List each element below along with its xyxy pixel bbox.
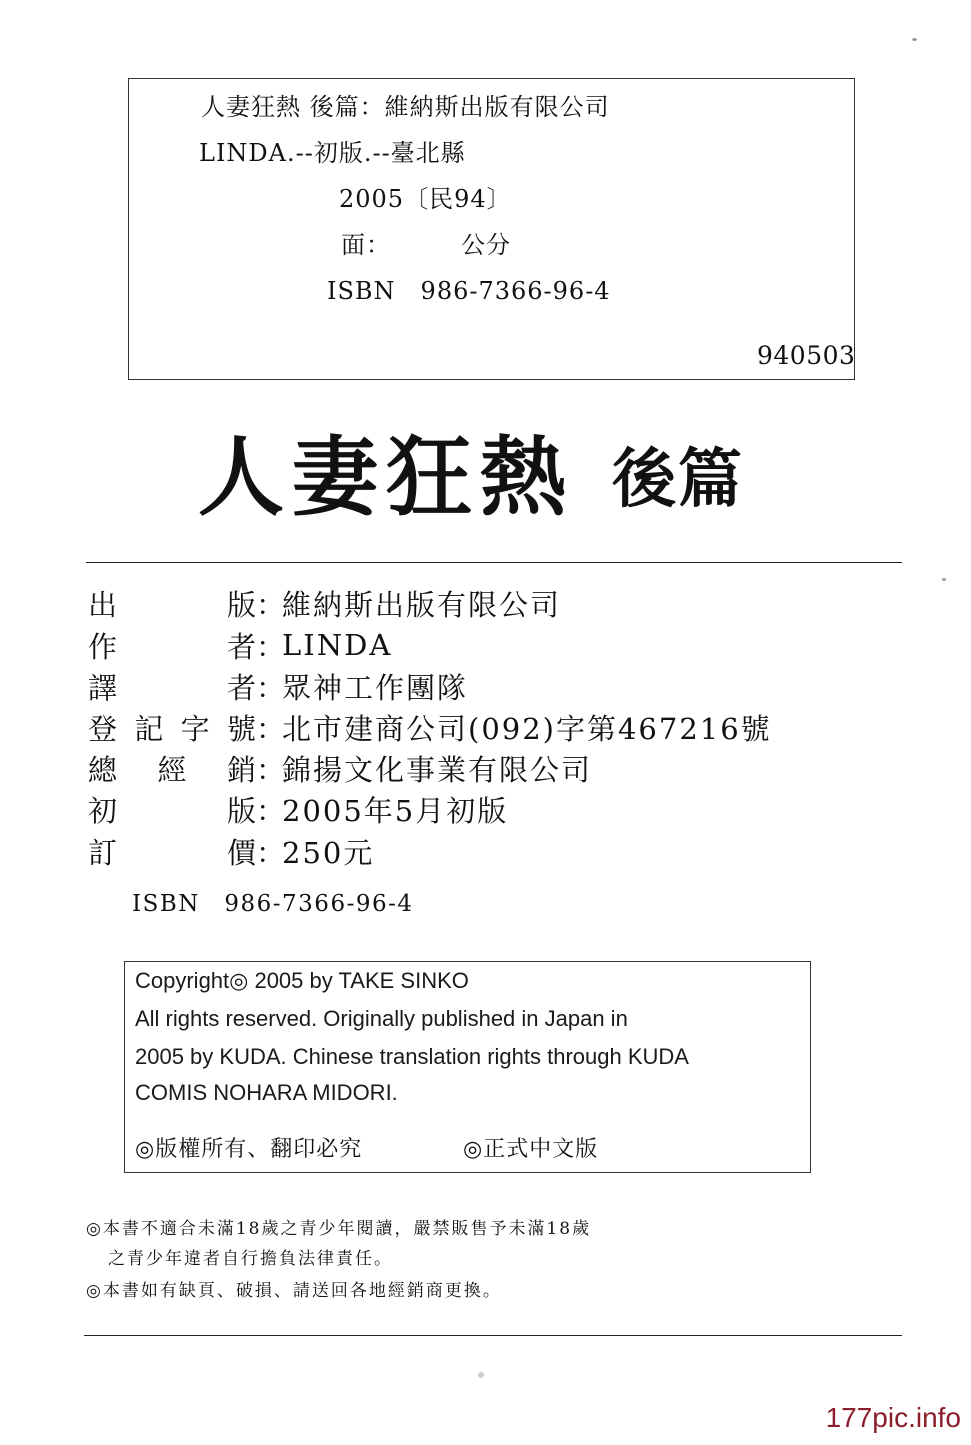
colophon-label: 登 記 字 號 xyxy=(88,711,256,746)
colophon-value: 維納斯出版有限公司 xyxy=(282,587,562,622)
copyright-line-2: All rights reserved. Originally published in Japan in xyxy=(135,1006,628,1031)
colophon-value: LINDA xyxy=(282,628,393,662)
colophon-row xyxy=(88,626,392,664)
cip-code: 940503 xyxy=(757,341,856,370)
colophon-colon: ： xyxy=(256,793,286,828)
book-title: 人妻狂熱 xyxy=(198,427,574,528)
colophon-value: 眾神工作團隊 xyxy=(282,670,469,705)
colophon-label: 訂 價 xyxy=(88,835,256,870)
cip-size-unit: 公分 xyxy=(461,231,511,259)
copyright-line-3: 2005 by KUDA. Chinese translation rights through KUDA xyxy=(135,1044,689,1069)
isbn-number: ISBN 986-7366-96-4 xyxy=(132,891,414,917)
colophon-colon: ： xyxy=(256,629,286,664)
replacement-notice: ◎本書如有缺頁、破損、請送回各地經銷商更換。 xyxy=(86,1281,502,1301)
cip-catalog-box xyxy=(128,78,855,380)
colophon-row xyxy=(88,790,508,828)
copyright-reserved-note: ◎版權所有、翻印必究 xyxy=(135,1137,363,1162)
colophon-colon: ： xyxy=(256,835,286,870)
colophon-label: 譯 者 xyxy=(88,670,256,705)
copyright-line-4: COMIS NOHARA MIDORI. xyxy=(135,1080,398,1105)
book-subtitle: 後篇 xyxy=(612,442,744,517)
colophon-colon: ： xyxy=(256,752,286,787)
colophon-label: 總 經 銷 xyxy=(88,752,256,787)
site-watermark: 177pic.info xyxy=(825,1402,961,1433)
colophon-value: 錦揚文化事業有限公司 xyxy=(282,752,593,787)
colophon-colon: ： xyxy=(256,587,286,622)
colophon-row xyxy=(88,584,561,622)
colophon-label: 初 版 xyxy=(88,793,256,828)
age-restriction-notice-cont: 之青少年違者自行擔負法律責任。 xyxy=(108,1249,393,1269)
colophon-value: 250元 xyxy=(282,835,375,870)
colophon-value: 北市建商公司(092)字第467216號 xyxy=(282,711,772,746)
cip-size-label: 面： xyxy=(341,231,391,259)
colophon-row xyxy=(88,667,468,705)
colophon-colon: ： xyxy=(256,711,286,746)
scan-speck xyxy=(912,38,917,41)
colophon-label: 作 者 xyxy=(88,629,256,664)
colophon-colon: ： xyxy=(256,670,286,705)
colophon-row xyxy=(88,708,772,746)
scan-speck xyxy=(942,578,946,581)
colophon-row xyxy=(88,749,592,787)
cip-author-line: LINDA.--初版.--臺北縣 xyxy=(199,139,466,167)
official-edition-note: ◎正式中文版 xyxy=(463,1137,599,1162)
copyright-line-1: Copyright◎ 2005 by TAKE SINKO xyxy=(135,968,469,993)
top-divider xyxy=(86,562,902,563)
cip-isbn-line: ISBN 986-7366-96-4 xyxy=(327,277,611,305)
colophon-row xyxy=(88,832,374,870)
copyright-box xyxy=(124,961,811,1173)
cip-title-line: 人妻狂熱 後篇：維納斯出版有限公司 xyxy=(201,93,610,121)
bottom-divider xyxy=(84,1335,902,1336)
colophon-label: 出 版 xyxy=(88,587,256,622)
age-restriction-notice: ◎本書不適合未滿18歲之青少年閱讀，嚴禁販售予未滿18歲 xyxy=(86,1219,592,1239)
colophon-value: 2005年5月初版 xyxy=(282,793,509,828)
cip-year-line: 2005〔民94〕 xyxy=(339,185,512,213)
scan-speck xyxy=(478,1372,484,1378)
